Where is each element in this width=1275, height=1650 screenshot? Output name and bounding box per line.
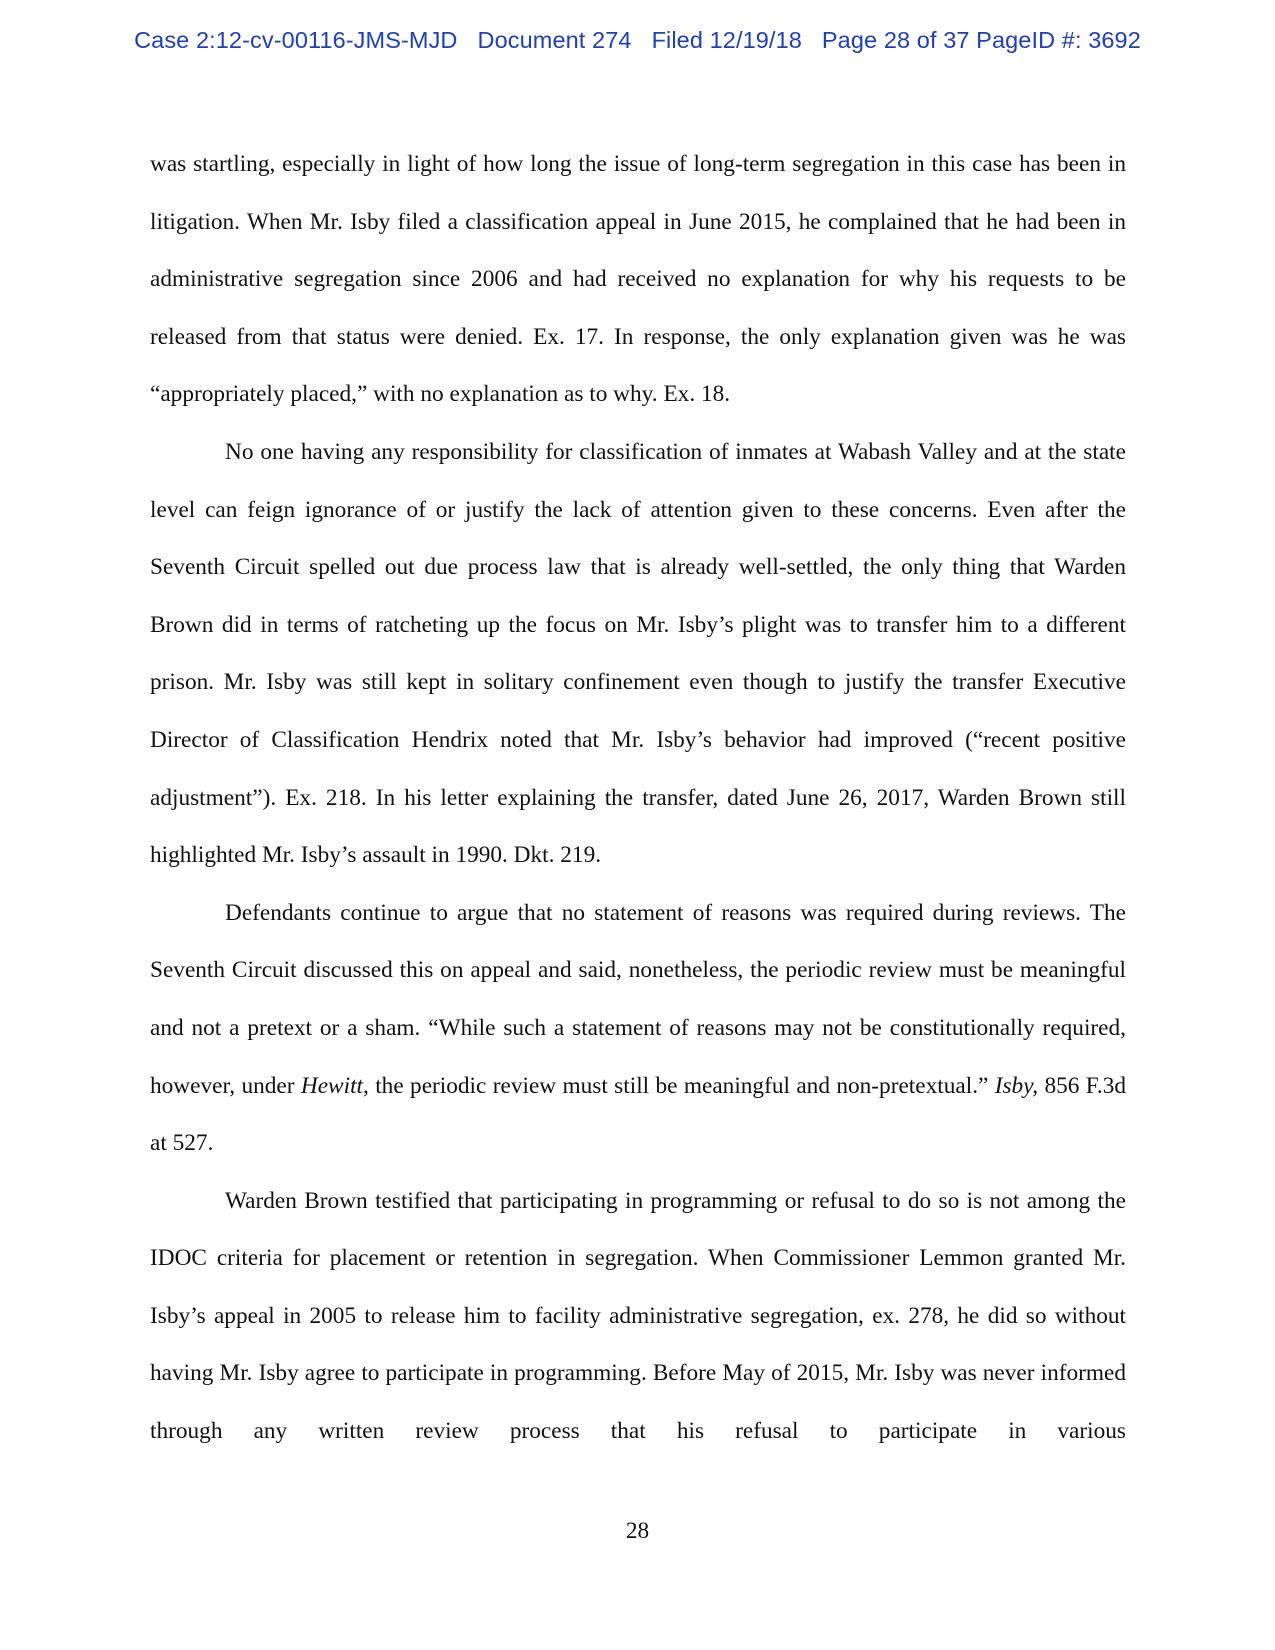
document-number: Document 274	[477, 27, 632, 53]
court-filing-header	[0, 27, 1275, 54]
paragraph-2: No one having any responsibility for classification of inmates at Wabash Valley and at the state level can feign ignorance of or justify the lack of attention given to these concerns. Even after the Seventh Circuit spelled out due process law that is already well-settled, the only thing that Warden Brown did in terms of ratcheting up the focus on Mr. Isby’s plight was to transfer him to a different prison. Mr. Isby was still kept in solitary confinement even though to justify the transfer Executive Director of Classification Hendrix noted that Mr. Isby’s behavior had improved (“recent positive adjustment”). Ex. 218. In his letter explaining the transfer, dated June 26, 2017, Warden Brown still highlighted Mr. Isby’s assault in 1990. Dkt. 219.	[150, 438, 1126, 869]
case-citation-hewitt: Hewitt	[300, 1072, 364, 1099]
case-number: Case 2:12-cv-00116-JMS-MJD	[134, 27, 458, 53]
paragraph-3	[150, 885, 1126, 1173]
paragraph-1: was startling, especially in light of how long the issue of long-term segregation in this case has been in litigation. When Mr. Isby filed a classification appeal in June 2015, he complained that he had been in administrative segregation since 2006 and had received no explanation for why his requests to be released from that status were denied. Ex. 17. In response, the only explanation given was he was “appropriately placed,” with no explanation as to why. Ex. 18.	[150, 151, 1126, 408]
paragraph-3-part-a: Defendants continue to argue that no statement of reasons was required during reviews. The Seventh Circuit discussed this on appeal and said, nonetheless, the periodic review must be meaningful and not a pretext or a sham. “While such a statement of reasons may not be constitutionally required, however, under	[150, 899, 1126, 1099]
paragraph-4: Warden Brown testified that participating in programming or refusal to do so is not among the IDOC criteria for placement or retention in segregation. When Commissioner Lemmon granted Mr. Isby’s appeal in 2005 to release him to facility administrative segregation, ex. 278, he did so without having Mr. Isby agree to participate in programming. Before May of 2015, Mr. Isby was never informed through any written review process that his refusal to participate in various	[150, 1187, 1126, 1445]
page-number: 28	[625, 1518, 650, 1544]
page-id: Page 28 of 37 PageID #: 3692	[821, 27, 1141, 53]
filed-date: Filed 12/19/18	[651, 27, 802, 53]
case-citation-isby: Isby,	[994, 1072, 1039, 1099]
paragraph-3-part-b: , the periodic review must still be meaningful and non-pretextual.”	[363, 1072, 995, 1099]
document-body	[150, 136, 1126, 1461]
paragraph-3-part-c: 856 F.3d at 527.	[150, 1072, 1126, 1157]
